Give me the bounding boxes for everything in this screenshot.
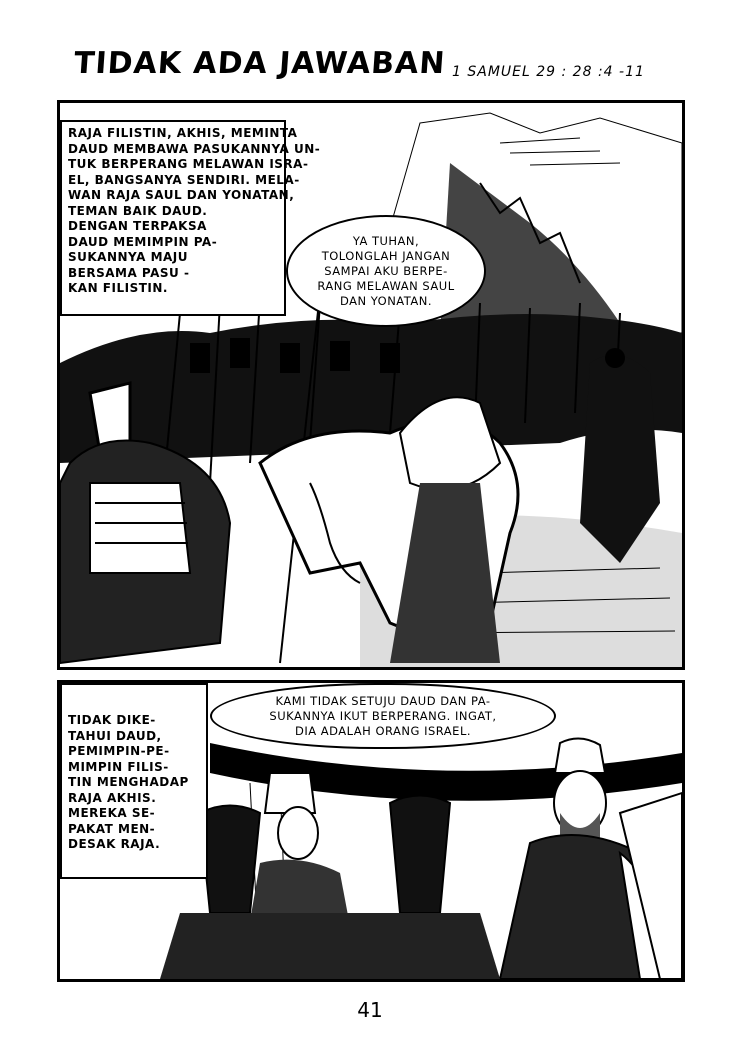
page-number: 41 <box>357 998 383 1022</box>
caption-line: TAHUI DAUD, <box>68 728 162 743</box>
bubble-line: SAMPAI AKU BERPE- <box>324 263 448 278</box>
caption-line: MIMPIN FILIS- <box>68 759 169 774</box>
caption-line: DAUD MEMIMPIN PA- <box>68 234 218 249</box>
caption-line: PEMIMPIN-PE- <box>68 744 170 758</box>
bubble-line: YA TUHAN, <box>352 233 420 248</box>
caption-line: DAUD MEMBAWA PASUKANNYA UN- <box>68 141 321 156</box>
caption-line: TIDAK DIKE- <box>68 713 156 727</box>
scripture-reference: 1 SAMUEL 29 : 28 :4 -11 <box>452 64 645 80</box>
caption-line: RAJA FILISTIN, AKHIS, MEMINTA <box>68 126 298 140</box>
caption-line: TEMAN BAIK DAUD. <box>68 203 208 218</box>
caption-line: MEREKA SE- <box>68 806 156 820</box>
caption-line: RAJA AKHIS. <box>68 790 157 805</box>
caption-line: PAKAT MEN- <box>68 821 156 836</box>
narration-caption <box>60 683 208 879</box>
caption-line: KAN FILISTIN. <box>68 281 168 295</box>
page-title: TIDAK ADA JAWABAN <box>72 46 447 81</box>
comic-panel-1 <box>57 100 685 670</box>
bubble-line: DIA ADALAH ORANG ISRAEL. <box>294 723 472 738</box>
comic-panel-2 <box>57 680 685 982</box>
narration-caption <box>60 120 321 316</box>
caption-line: TIN MENGHADAP <box>68 775 189 789</box>
bubble-line: KAMI TIDAK SETUJU DAUD DAN PA- <box>275 693 491 708</box>
bubble-line: TOLONGLAH JANGAN <box>321 248 451 263</box>
caption-line: DESAK RAJA. <box>68 837 161 851</box>
speech-bubble <box>210 683 556 749</box>
caption-line: BERSAMA PASU - <box>68 265 190 280</box>
bubble-line: RANG MELAWAN SAUL <box>317 278 455 293</box>
bubble-line: DAN YONATAN. <box>339 293 433 308</box>
caption-line: TUK BERPERANG MELAWAN ISRA- <box>68 157 309 171</box>
caption-line: SUKANNYA MAJU <box>68 250 189 264</box>
caption-line: WAN RAJA SAUL DAN YONATAN, <box>68 188 295 202</box>
bubble-line: SUKANNYA IKUT BERPERANG. INGAT, <box>269 708 497 723</box>
caption-line: EL, BANGSANYA SENDIRI. MELA- <box>68 172 300 187</box>
thought-bubble <box>286 215 486 327</box>
caption-line: DENGAN TERPAKSA <box>68 219 207 233</box>
